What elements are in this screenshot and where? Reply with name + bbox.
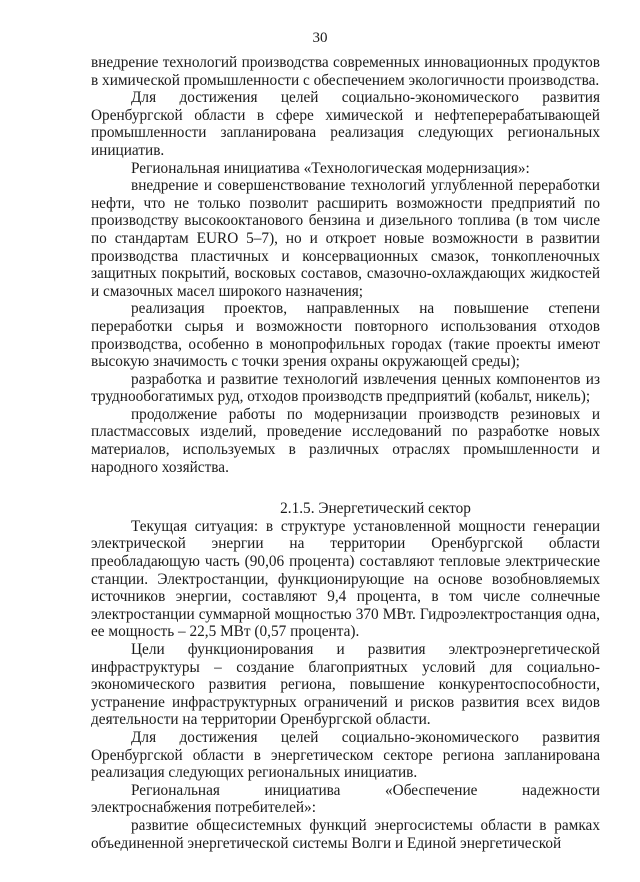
paragraph-6: разработка и развитие технологий извлечения ценных компонентов из труднообогатимых руд, отходов производств предприятий (кобальт, никель); [91,370,600,406]
paragraph-2: Для достижения целей социально-экономического развития Оренбургской области в сфере химической и нефтеперерабатывающей промышленности запланирована реализация следующих региональных инициатив. [91,89,600,159]
paragraph-3: Региональная инициатива «Технологическая модернизация»: [131,159,530,177]
paragraph-7: продолжение работы по модернизации производств резиновых и пластмассовых изделий, проведение исследований по разработке новых материалов, используемых в различных отраслях промышленности и народного хозяйства. [91,405,600,476]
paragraph-4: внедрение и совершенствование технологий углубленной переработки нефти, что не только позволит расширить возможности предприятий по производству высокооктанового бензина и дизельного топлива (в том числе по стандартам EURO 5–7), но и откроет новые возможности в развитии производства пластичных и консервационных смазок, тонкопленочных защитных покрытий, восковых составов, смазочно-охлаждающих жидкостей и смазочных масел широкого назначения; [91,177,600,300]
document-body [91,54,600,852]
section-heading: 2.1.5. Энергетический сектор [280,500,471,518]
paragraph-1: внедрение технологий производства современных инновационных продуктов в химической промышленности с обеспечением экологичности производства. [91,54,600,89]
paragraph-9: Цели функционирования и развития электроэнергетической инфраструктуры – создание благоприятных условий для социально-экономического развития региона, повышение конкурентоспособности, устранение инфраструктурных ограничений и рисков развития всех видов деятельности на территории Оренбургской области. [91,641,600,729]
paragraph-5: реализация проектов, направленных на повышение степени переработки сырья и возможности повторного использования отходов производства, особенно в монопрофильных городах (такие проекты имеют высокую значимость с точки зрения охраны окружающей среды); [91,300,600,371]
page-number: 30 [312,30,328,46]
paragraph-10: Для достижения целей социально-экономического развития Оренбургской области в энергетическом секторе региона запланирована реализация следующих региональных инициатив. [91,728,600,782]
paragraph-12: развитие общесистемных функций энергосистемы области в рамках объединенной энергетической системы Волги и Единой энергетической [91,816,600,852]
paragraph-8: Текущая ситуация: в структуре установленной мощности генерации электрической энергии на территории Оренбургской области преобладающую часть (90,06 процента) составляют тепловые электрические станции. Электростанции, функционирующие на основе возобновляемых источников энергии, составляют 9,4 процента, в том числе солнечные электростанции суммарной мощностью 370 МВт. Гидроэлектростанция одна, ее мощность – 22,5 МВт (0,57 процента). [91,517,600,641]
paragraph-11: Региональная инициатива «Обеспечение надежности электроснабжения потребителей»: [91,781,600,817]
